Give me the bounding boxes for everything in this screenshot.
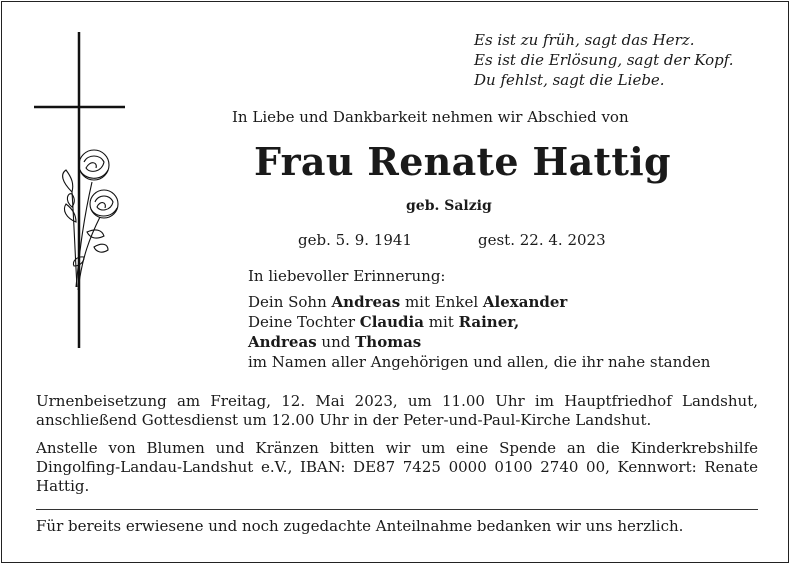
- mourner-name: Alexander: [482, 293, 568, 311]
- mourner-line: [248, 312, 710, 332]
- mourner-name: Andreas: [248, 333, 317, 351]
- motto-line: Es ist die Erlösung, sagt der Kopf.: [474, 51, 734, 69]
- intro-line: In Liebe und Dankbarkeit nehmen wir Abschied von: [232, 108, 629, 126]
- text: Dein Sohn: [248, 293, 332, 311]
- birth-date: geb. 5. 9. 1941: [298, 231, 412, 249]
- text: und: [316, 333, 356, 351]
- cross-icon: [32, 32, 132, 362]
- obituary-notice: [1, 1, 789, 563]
- mourner-line: im Namen aller Angehörigen und allen, die ihr nahe standen: [248, 353, 711, 371]
- mourner-name: Andreas: [331, 293, 401, 311]
- death-date: gest. 22. 4. 2023: [478, 231, 606, 249]
- mourner-name: Thomas: [355, 333, 422, 351]
- remembrance-heading: In liebevoller Erinnerung:: [248, 267, 446, 285]
- mourner-name: Rainer,: [458, 313, 520, 331]
- deceased-name: Frau Renate Hattig: [254, 139, 671, 184]
- text: mit Enkel: [400, 293, 483, 311]
- divider: [36, 509, 758, 510]
- mourner-line: [248, 292, 710, 312]
- motto: [474, 30, 734, 90]
- donation-info: Anstelle von Blumen und Kränzen bitten wir um eine Spende an die Kinderkrebshilfe Dingolfing-Landau-Landshut e.V., IBAN: DE87 7425 0000 0100 2740 00, Kennwort: Renate Hattig.: [36, 439, 758, 495]
- funeral-info: Urnenbeisetzung am Freitag, 12. Mai 2023, um 11.00 Uhr im Hauptfriedhof Landshut, anschließend Gottesdienst um 12.00 Uhr in der Peter-und-Paul-Kirche Landshut.: [36, 392, 758, 429]
- motto-line: Du fehlst, sagt die Liebe.: [474, 71, 665, 89]
- mourners-list: [248, 292, 710, 372]
- motto-line: Es ist zu früh, sagt das Herz.: [474, 31, 695, 49]
- mourner-line: [248, 332, 710, 352]
- birth-name: geb. Salzig: [406, 198, 492, 214]
- text: mit: [423, 313, 459, 331]
- mourner-name: Claudia: [359, 313, 424, 331]
- thanks-line: Für bereits erwiesene und noch zugedachte Anteilnahme bedanken wir uns herzlich.: [36, 517, 684, 535]
- roses-icon: [63, 150, 118, 290]
- text: Deine Tochter: [248, 313, 360, 331]
